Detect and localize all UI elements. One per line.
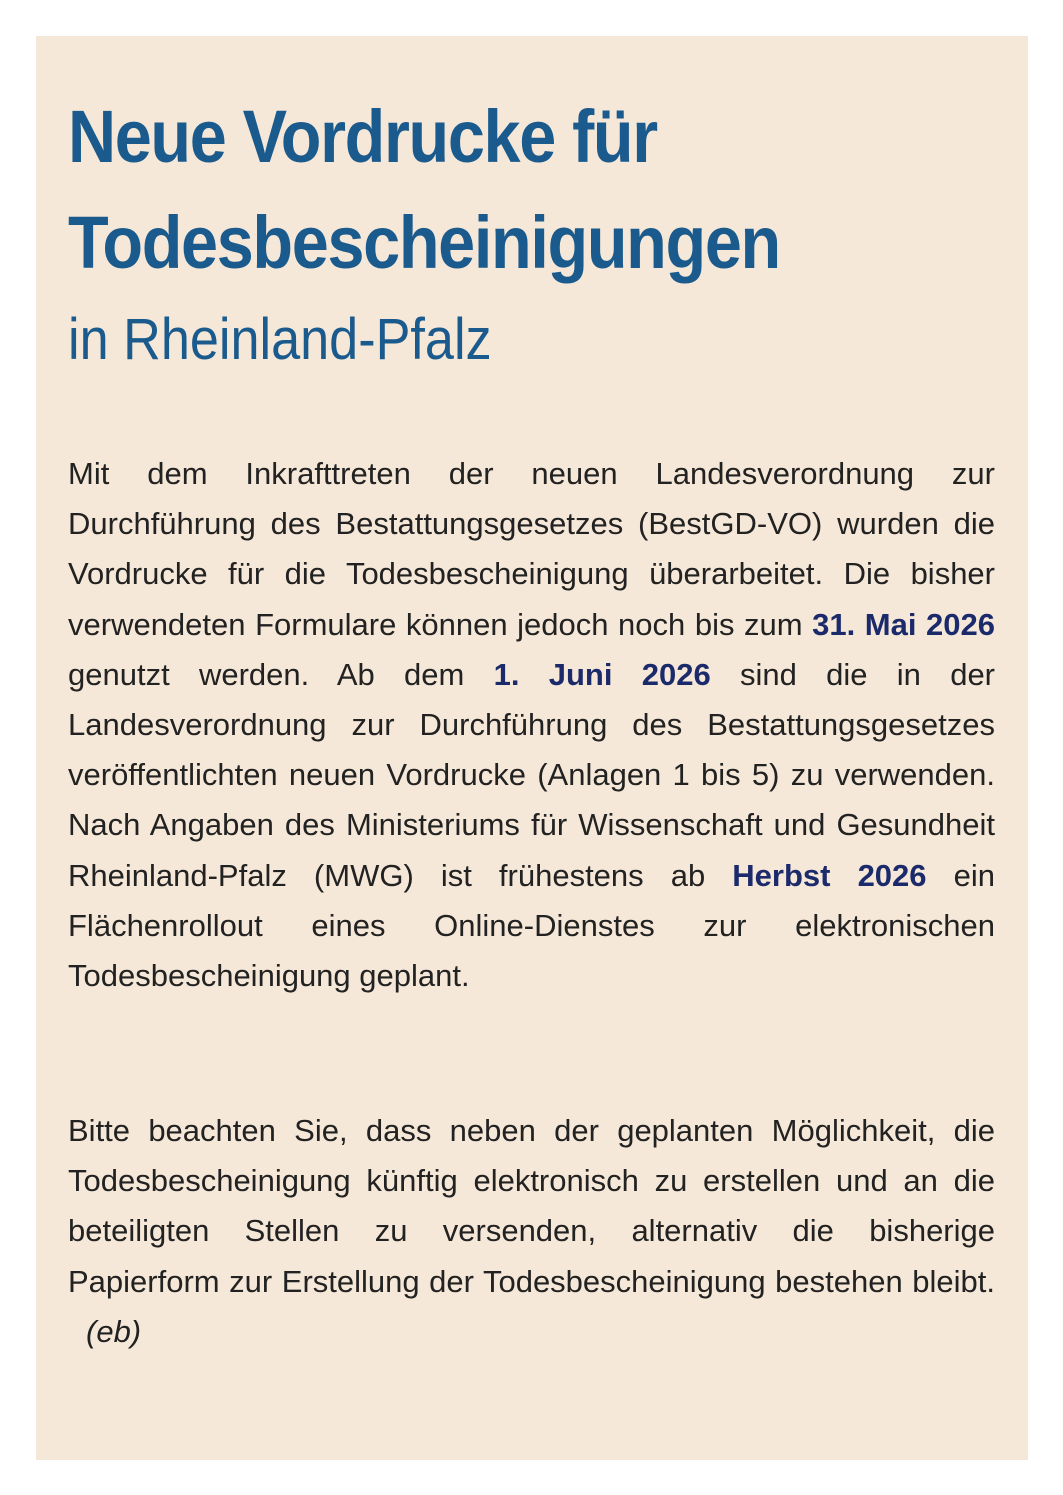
rollout-date: Herbst 2026	[732, 857, 927, 893]
paragraph-2	[68, 1106, 995, 1357]
deadline-date-old-forms: 31. Mai 2026	[812, 606, 995, 642]
paragraph-1	[68, 449, 995, 1001]
paragraph-1-text-b: genutzt werden. Ab dem	[68, 656, 494, 692]
paragraph-1-text-c: sind die in der Landesverordnung zur Durchführung des Bestattungsgesetzes veröffentlichten neuen Vordrucke (Anlagen 1 bis 5) zu verwenden. Nach Angaben des Ministeriums für Wissenschaft und Gesundheit Rheinland-Pfalz (MWG) ist frühestens ab	[68, 656, 996, 893]
paragraph-1-text-a: Mit dem Inkrafttreten der neuen Landesverordnung zur Durchführung des Bestattungsgesetzes (BestGD-VO) wurden die Vordrucke für die Todesbescheinigung überarbeitet. Die bisher verwendeten Formulare können jedoch noch bis zum	[68, 456, 995, 642]
author-initials: (eb)	[86, 1313, 142, 1349]
start-date-new-forms: 1. Juni 2026	[493, 656, 711, 692]
paragraph-1-text-d: ein Flächenrollout eines Online-Dienstes zur elektronischen Todesbescheinigung geplant.	[68, 857, 995, 994]
article-subtitle: in Rheinland-Pfalz	[68, 307, 492, 372]
article-title	[68, 84, 780, 296]
title-line-2: Todesbescheinigungen	[68, 201, 780, 284]
article-card	[36, 36, 1028, 1460]
title-line-1: Neue Vordrucke für	[68, 95, 657, 178]
paragraph-2-text: Bitte beachten Sie, dass neben der geplanten Möglichkeit, die Todesbescheinigung künftig elektronisch zu erstellen und an die beteiligten Stellen zu versenden, alternativ die bisherige Papierform zur Erstellung der Todesbescheinigung bestehen bleibt.	[68, 1113, 995, 1299]
